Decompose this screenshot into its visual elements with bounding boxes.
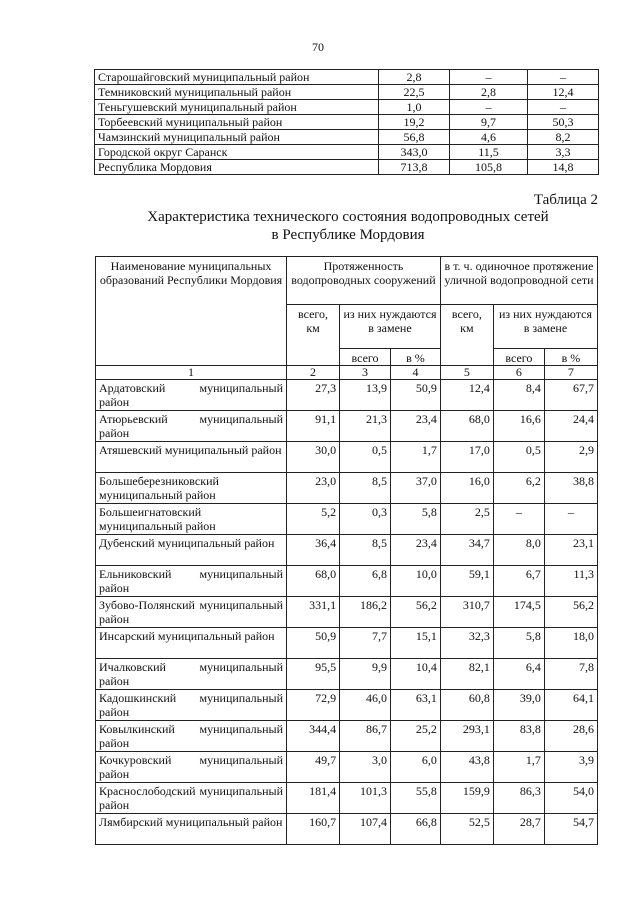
value-total: 2,8 (379, 70, 450, 85)
replace-total: 186,2 (340, 597, 391, 628)
total-km: 344,4 (287, 721, 340, 752)
table-label: Таблица 2 (533, 192, 598, 208)
table-row (95, 130, 599, 145)
street-replace-percent: 23,1 (544, 535, 597, 566)
table-row (96, 535, 598, 566)
replace-percent: 6,0 (391, 752, 441, 783)
street-replace-total: 6,2 (493, 473, 544, 504)
header-replace-total: всего (340, 349, 391, 366)
street-replace-percent: 11,3 (544, 566, 597, 597)
table-title-line-1: Характеристика технического состояния водопроводных сетей (147, 209, 549, 225)
street-replace-percent: 18,0 (544, 628, 597, 659)
total-km: 68,0 (287, 566, 340, 597)
street-replace-total: 0,5 (493, 442, 544, 473)
street-total-km: 68,0 (440, 411, 493, 442)
street-total-km: 60,8 (440, 690, 493, 721)
table-body (96, 380, 598, 845)
street-replace-percent: 3,9 (544, 752, 597, 783)
header-group-street: в т. ч. одиночное протяжение уличной водопроводной сети (440, 257, 597, 305)
value-replace: 2,8 (450, 85, 528, 100)
street-replace-total: 6,7 (493, 566, 544, 597)
total-km: 5,2 (287, 504, 340, 535)
street-replace-total: 8,0 (493, 535, 544, 566)
replace-total: 0,3 (340, 504, 391, 535)
replace-percent: 56,2 (391, 597, 441, 628)
table-row (96, 752, 598, 783)
total-km: 36,4 (287, 535, 340, 566)
total-km: 27,3 (287, 380, 340, 411)
district-name: Дубенский муниципальный район (96, 535, 287, 566)
district-name: Торбеевский муниципальный район (95, 115, 379, 130)
table-row (95, 85, 599, 100)
replace-percent: 37,0 (391, 473, 441, 504)
water-network-table (95, 256, 598, 845)
table-title (60, 208, 636, 244)
district-name: Кадошкинский муниципальный район (96, 690, 287, 721)
district-name: Ельниковский муниципальный район (96, 566, 287, 597)
value-replace: 4,6 (450, 130, 528, 145)
replace-percent: 1,7 (391, 442, 441, 473)
district-name: Кочкуровский муниципальный район (96, 752, 287, 783)
total-km: 91,1 (287, 411, 340, 442)
street-total-km: 43,8 (440, 752, 493, 783)
replace-percent: 50,9 (391, 380, 441, 411)
street-replace-percent: 7,8 (544, 659, 597, 690)
total-km: 181,4 (287, 783, 340, 814)
table-row (96, 442, 598, 473)
district-name: Чамзинский муниципальный район (95, 130, 379, 145)
column-number: 6 (493, 366, 544, 380)
total-km: 49,7 (287, 752, 340, 783)
value-replace: 105,8 (450, 160, 528, 175)
street-replace-total: 39,0 (493, 690, 544, 721)
district-name: Зубово-Полянский муниципальный район (96, 597, 287, 628)
table-title-line-2: в Республике Мордовия (271, 227, 425, 243)
district-name: Большеигнатовский муниципальный район (96, 504, 287, 535)
district-name: Атюрьевский муниципальный район (96, 411, 287, 442)
street-total-km: 17,0 (440, 442, 493, 473)
district-name: Большеберезниковский муниципальный район (96, 473, 287, 504)
table-header (96, 257, 598, 380)
replace-total: 9,9 (340, 659, 391, 690)
continued-table (94, 69, 599, 175)
total-km: 72,9 (287, 690, 340, 721)
street-replace-percent: 67,7 (544, 380, 597, 411)
value-replace: 9,7 (450, 115, 528, 130)
street-total-km: 310,7 (440, 597, 493, 628)
header-need-replace: из них нуждаются в замене (340, 305, 441, 349)
street-replace-total: 28,7 (493, 814, 544, 845)
district-name: Ардатовский муниципальный район (96, 380, 287, 411)
replace-percent: 10,4 (391, 659, 441, 690)
district-name: Ичалковский муниципальный район (96, 659, 287, 690)
value-total: 343,0 (379, 145, 450, 160)
street-total-km: 12,4 (440, 380, 493, 411)
district-name: Атяшевский муниципальный район (96, 442, 287, 473)
street-total-km: 16,0 (440, 473, 493, 504)
table-row (96, 814, 598, 845)
header-name: Наименование муниципальных образований Республики Мордовия (96, 257, 287, 366)
value-percent: – (528, 70, 599, 85)
table-row (95, 70, 599, 85)
street-total-km: 52,5 (440, 814, 493, 845)
table-row (96, 597, 598, 628)
value-percent: – (528, 100, 599, 115)
replace-total: 6,8 (340, 566, 391, 597)
value-percent: 3,3 (528, 145, 599, 160)
street-replace-total: 1,7 (493, 752, 544, 783)
table-row (95, 100, 599, 115)
district-name: Ковылкинский муниципальный район (96, 721, 287, 752)
column-number: 1 (96, 366, 287, 380)
table-row (96, 690, 598, 721)
table-row (96, 473, 598, 504)
street-replace-total: 8,4 (493, 380, 544, 411)
replace-total: 21,3 (340, 411, 391, 442)
district-name: Темниковский муниципальный район (95, 85, 379, 100)
replace-percent: 10,0 (391, 566, 441, 597)
street-replace-percent: 2,9 (544, 442, 597, 473)
replace-percent: 5,8 (391, 504, 441, 535)
total-km: 23,0 (287, 473, 340, 504)
replace-percent: 15,1 (391, 628, 441, 659)
street-total-km: 32,3 (440, 628, 493, 659)
replace-total: 46,0 (340, 690, 391, 721)
value-percent: 14,8 (528, 160, 599, 175)
header-street-replace-percent: в % (544, 349, 597, 366)
total-km: 50,9 (287, 628, 340, 659)
table-row (96, 380, 598, 411)
total-km: 160,7 (287, 814, 340, 845)
column-number: 5 (440, 366, 493, 380)
replace-percent: 63,1 (391, 690, 441, 721)
replace-total: 107,4 (340, 814, 391, 845)
street-total-km: 82,1 (440, 659, 493, 690)
replace-percent: 25,2 (391, 721, 441, 752)
table-row (96, 504, 598, 535)
street-replace-total: – (493, 504, 544, 535)
table-row (96, 628, 598, 659)
value-percent: 50,3 (528, 115, 599, 130)
street-replace-percent: 38,8 (544, 473, 597, 504)
header-street-total-km: всего, км (440, 305, 493, 366)
table-row (96, 721, 598, 752)
street-replace-total: 86,3 (493, 783, 544, 814)
value-replace: – (450, 100, 528, 115)
replace-total: 0,5 (340, 442, 391, 473)
table-row (96, 411, 598, 442)
header-replace-percent: в % (391, 349, 441, 366)
table-row (95, 115, 599, 130)
table-row (96, 783, 598, 814)
street-total-km: 293,1 (440, 721, 493, 752)
column-number: 3 (340, 366, 391, 380)
value-total: 1,0 (379, 100, 450, 115)
value-total: 713,8 (379, 160, 450, 175)
replace-total: 101,3 (340, 783, 391, 814)
street-total-km: 2,5 (440, 504, 493, 535)
value-replace: 11,5 (450, 145, 528, 160)
header-street-replace-total: всего (493, 349, 544, 366)
district-name: Городской округ Саранск (95, 145, 379, 160)
column-number: 2 (287, 366, 340, 380)
district-name: Старошайговский муниципальный район (95, 70, 379, 85)
value-total: 22,5 (379, 85, 450, 100)
district-name: Республика Мордовия (95, 160, 379, 175)
district-name: Теньгушевский муниципальный район (95, 100, 379, 115)
street-total-km: 34,7 (440, 535, 493, 566)
header-total-km: всего, км (287, 305, 340, 366)
replace-total: 7,7 (340, 628, 391, 659)
continued-table-body (95, 70, 599, 175)
column-number: 4 (391, 366, 441, 380)
total-km: 30,0 (287, 442, 340, 473)
street-total-km: 59,1 (440, 566, 493, 597)
column-numbers-row (96, 366, 598, 380)
replace-percent: 55,8 (391, 783, 441, 814)
street-replace-total: 16,6 (493, 411, 544, 442)
replace-percent: 66,8 (391, 814, 441, 845)
replace-percent: 23,4 (391, 411, 441, 442)
street-replace-percent: 54,7 (544, 814, 597, 845)
value-percent: 12,4 (528, 85, 599, 100)
street-replace-percent: 54,0 (544, 783, 597, 814)
table-row (95, 160, 599, 175)
table-row (95, 145, 599, 160)
replace-total: 8,5 (340, 473, 391, 504)
street-total-km: 159,9 (440, 783, 493, 814)
district-name: Краснослободский муниципальный район (96, 783, 287, 814)
street-replace-percent: – (544, 504, 597, 535)
street-replace-percent: 24,4 (544, 411, 597, 442)
street-replace-percent: 64,1 (544, 690, 597, 721)
page-number: 70 (312, 40, 324, 54)
total-km: 95,5 (287, 659, 340, 690)
replace-total: 8,5 (340, 535, 391, 566)
header-group-total: Протяженность водопроводных сооружений (287, 257, 441, 305)
replace-total: 3,0 (340, 752, 391, 783)
value-replace: – (450, 70, 528, 85)
header-street-need-replace: из них нуждаются в замене (493, 305, 597, 349)
table-row (96, 659, 598, 690)
replace-percent: 23,4 (391, 535, 441, 566)
total-km: 331,1 (287, 597, 340, 628)
street-replace-total: 6,4 (493, 659, 544, 690)
table-row (96, 566, 598, 597)
value-total: 19,2 (379, 115, 450, 130)
replace-total: 86,7 (340, 721, 391, 752)
district-name: Инсарский муниципальный район (96, 628, 287, 659)
street-replace-total: 83,8 (493, 721, 544, 752)
value-total: 56,8 (379, 130, 450, 145)
replace-total: 13,9 (340, 380, 391, 411)
street-replace-total: 174,5 (493, 597, 544, 628)
district-name: Лямбирский муниципальный район (96, 814, 287, 845)
column-number: 7 (544, 366, 597, 380)
street-replace-total: 5,8 (493, 628, 544, 659)
street-replace-percent: 28,6 (544, 721, 597, 752)
value-percent: 8,2 (528, 130, 599, 145)
street-replace-percent: 56,2 (544, 597, 597, 628)
